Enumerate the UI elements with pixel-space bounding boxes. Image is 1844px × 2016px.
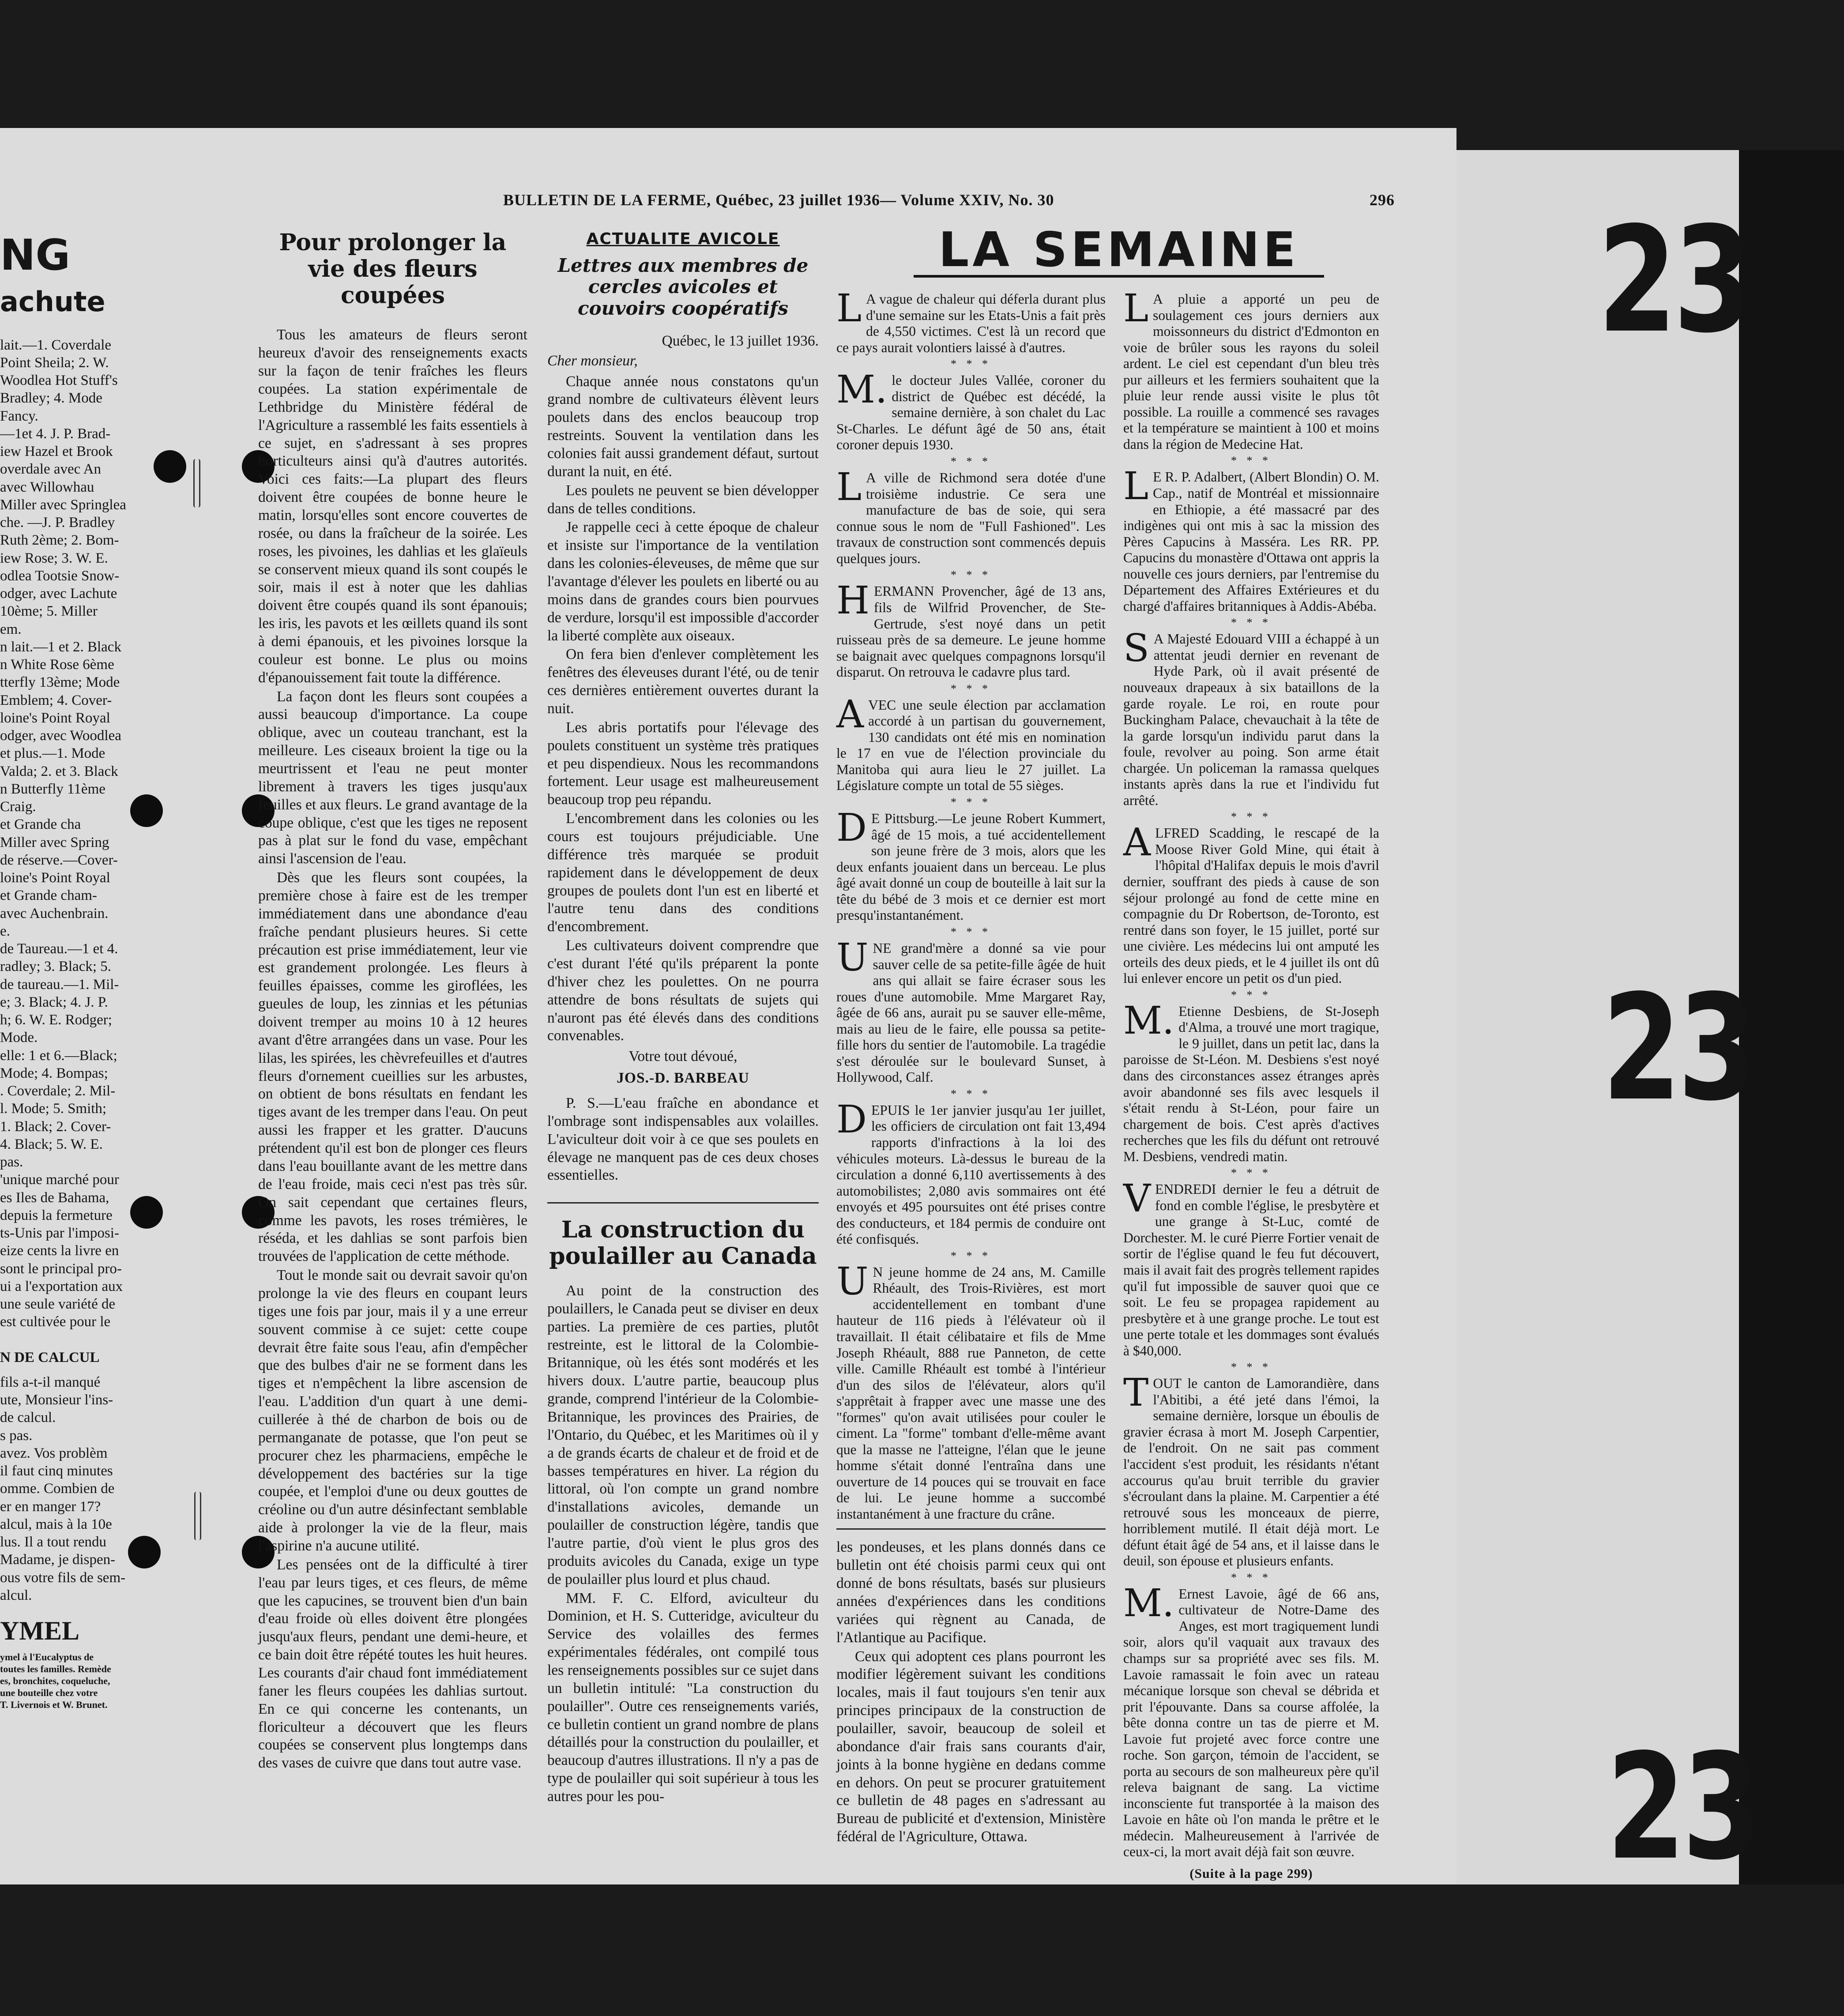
paragraph: L'encombrement dans les colonies ou les cours est toujours préjudiciable. Une différence très marquée se produit rapidement dans le développement de deux groupes de poulets dont l'un est en liberté et l'autre tenu dans des conditions d'encombrement.: [547, 810, 819, 935]
fragment-line: YMEL: [0, 1616, 79, 1646]
fragment-line: tterfly 13ème; Mode: [0, 674, 120, 691]
la-semaine-column-1: [836, 286, 1106, 1847]
fragment-line: radley; 3. Black; 5.: [0, 959, 112, 975]
fragment-line: s pas.: [0, 1427, 33, 1444]
article-avicole-dateline: Québec, le 13 juillet 1936.: [662, 332, 819, 349]
fragment-line: de Taureau.—1 et 4.: [0, 941, 118, 957]
fragment-line: Madame, je dispen-: [0, 1552, 116, 1568]
fragment-line: odger, avec Lachute: [0, 586, 117, 602]
fragment-line: lait.—1. Coverdale: [0, 337, 112, 353]
fragment-line: Point Sheila; 2. W.: [0, 354, 109, 371]
fragment-line: overdale avec An: [0, 461, 102, 478]
news-item-text: E Pittsburg.—Le jeune Robert Kummert, âgé de 15 mois, a tué accidentellement son jeune frère de 3 mois, alors que les deux enfants jouaient dans un berceau. Le plus âgé avait donné un coup de bouteille à lait sur la tête du bébé de 3 mois et ce dernier est mort presqu'instantanément.: [836, 811, 1106, 923]
fragment-line: lus. Il a tout rendu: [0, 1534, 107, 1550]
la-semaine-column-2: [1123, 286, 1379, 1882]
fragment-line: de réserve.—Cover-: [0, 852, 118, 868]
article-avicole-signature: JOS.-D. BARBEAU: [617, 1070, 749, 1087]
article-avicole-kicker: ACTUALITE AVICOLE: [586, 230, 780, 248]
separator-stars: * * *: [1231, 810, 1272, 824]
separator-stars: * * *: [951, 1249, 991, 1262]
paragraph: MM. F. C. Elford, aviculteur du Dominion, et H. S. Cutteridge, aviculteur du Service des volailles des fermes expérimentales fédérales, ont compilé tous les renseignements possibles sur ce sujet dans un bulletin intitulé: "La construction du poulailler". Outre ces renseignements variés, ce bulletin contient un grand nombre de plans détaillés pour la construction du poulailler, et beaucoup d'autres illustrations. Il n'y a pas de type de poulailler qui soit supérieur à tous les autres pour les pou-: [547, 1590, 819, 1805]
news-item-text: OUT le canton de Lamorandière, dans l'Abitibi, a été jeté dans l'émoi, la semaine dernière, lorsque un éboulis de gravier écrasa à mort M. Joseph Carpentier, de l'endroit. On ne sait pas comment l'accident s'est produit, les résidants n'étant accourus qu'au bruit terrible du gravier s'écroulant dans la plaine. M. Carpentier a été retrouvé sous les monceaux de pierre, horriblement mutilé. Il était déjà mort. Le défunt était âgé de 54 ans, et il laisse dans le deuil, son épouse et plusieurs enfants.: [1123, 1376, 1379, 1569]
article-poulailler-continued: [836, 1538, 1106, 1846]
news-item: [836, 465, 1106, 567]
separator-stars: * * *: [951, 925, 991, 938]
drop-cap: T: [1123, 1371, 1149, 1415]
page-number-large: 23: [1602, 963, 1754, 1133]
separator-stars: * * *: [1231, 616, 1272, 629]
news-item: [1123, 1581, 1379, 1860]
fragment-line: che. —J. P. Bradley: [0, 515, 115, 531]
drop-cap: M.: [1123, 1581, 1174, 1625]
separator-stars: * * *: [1231, 988, 1272, 1001]
fragment-line: de taureau.—1. Mil-: [0, 976, 119, 993]
news-item: [836, 692, 1106, 794]
header-page-number: 296: [1370, 191, 1395, 209]
fragment-line: iew Rose; 3. W. E.: [0, 550, 108, 566]
fragment-line: l. Mode; 5. Smith;: [0, 1101, 107, 1117]
separator-stars: * * *: [951, 357, 991, 371]
news-item: [1123, 998, 1379, 1165]
paragraph: Les pensées ont de la difficulté à tirer l'eau par leurs tiges, et ces fleurs, de même que les capucines, se trouvent bien d'un bain d'eau froide où elles doivent être plongées jusqu'aux fleurs, pendant une demi-heure, et ce bain doit être répété toutes les huit heures. Les courants d'air chaud font immédiatement faner les fleurs coupées les dahlias surtout. En ce qui concerne les contenants, un floriculteur a découvert que les fleurs coupées se conservent plus longtemps dans des vases de cuivre que dans tout autre vase.: [258, 1556, 527, 1772]
left-fragment-text: [0, 336, 146, 1711]
article-poulailler-body: [547, 1282, 819, 1806]
fragment-line: n Butterfly 11ème: [0, 781, 105, 797]
fragment-line: 10ème; 5. Miller: [0, 603, 98, 620]
paragraph: La façon dont les fleurs sont coupées a aussi beaucoup d'importance. La coupe oblique, avec un couteau tranchant, est la meilleure. Les ciseaux broient la tige ou la meurtrissent et l'eau ne peut monter librement à travers les tiges jusqu'aux feuilles et aux fleurs. Le grand avantage de la coupe oblique, c'est que les tiges ne reposent pas à plat sur le fond du vase, empêchant ainsi l'ascension de l'eau.: [258, 688, 527, 867]
fragment-line: une seule variété de: [0, 1296, 116, 1313]
fragment-line: odlea Tootsie Snow-: [0, 568, 120, 584]
fragment-line: h; 6. W. E. Rodger;: [0, 1012, 112, 1028]
news-item-text: A Majesté Edouard VIII a échappé à un attentat jeudi dernier en revenant de Hyde Park, où il avait présenté de nouveaux drapeaux à six bataillons de la garde royale. Le roi, en route pour Buckingham Palace, chevauchait à la tête de la garde lorsqu'un individu parut dans la foule, revolver au poing. Son arme était chargée. Un policeman la ramassa quelques instants après dans la rue et l'individu fut arrêté.: [1123, 631, 1379, 808]
fragment-line: N DE CALCUL: [0, 1349, 100, 1365]
news-item: [836, 1259, 1106, 1523]
news-item: [836, 286, 1106, 356]
fragment-line: loine's Point Royal: [0, 710, 110, 726]
drop-cap: H: [836, 579, 869, 623]
binder-hole: [154, 450, 186, 483]
fragment-line: 4. Black; 5. W. E.: [0, 1136, 103, 1152]
news-item-text: A vague de chaleur qui déferla durant plus d'une semaine sur les Etats-Unis a fait près de 4,550 victimes. C'est là un record que ce pays aurait volontiers laissé à d'autres.: [836, 291, 1106, 355]
fragment-line: 'unique marché pour: [0, 1172, 119, 1188]
news-item: [836, 368, 1106, 453]
article-fleurs-body: [258, 326, 527, 1772]
article-avicole-ps: P. S.—L'eau fraîche en abondance et l'ombrage sont indispensables aux volailles. L'aviculteur doit voir à ce que ses poulets en élevage ne manquent pas de ces deux choses essentielles.: [547, 1095, 819, 1184]
separator-stars: * * *: [951, 682, 991, 695]
separator-stars: * * *: [951, 795, 991, 809]
drop-cap: U: [836, 936, 869, 980]
fragment-line: Mode.: [0, 1030, 38, 1046]
fragment-line: toutes les familles. Remède: [0, 1663, 111, 1675]
news-item: [1123, 1177, 1379, 1359]
fragment-line: elle: 1 et 6.—Black;: [0, 1047, 117, 1064]
fragment-line: n lait.—1 et 2. Black: [0, 639, 121, 655]
fragment-line: Miller avec Spring: [0, 834, 109, 850]
fragment-line: avec Auchenbrain.: [0, 905, 109, 921]
la-semaine-items-1: [836, 286, 1106, 1522]
fragment-line: ute, Monsieur l'ins-: [0, 1392, 113, 1408]
fragment-line: . Coverdale; 2. Mil-: [0, 1083, 116, 1099]
news-item-text: A ville de Richmond sera dotée d'une troisième industrie. Ce sera une manufacture de bas de soie, qui sera connue sous le nom de "Full Fashioned". Les travaux de construction sont commencés depuis quelques jours.: [836, 470, 1106, 566]
fragment-line: e.: [0, 923, 10, 939]
header-bulletin: BULLETIN DE LA FERME, Québec, 23 juillet 1936— Volume XXIV, No. 30: [503, 191, 1054, 209]
article-avicole-body: [547, 373, 819, 1046]
news-item-text: ENDREDI dernier le feu a détruit de fond en comble l'église, le presbytère et une grange à St-Luc, comté de Dorchester. M. le curé Pierre Fortier venait de sortir de l'église quand le feu fut découvert, mais il avait fait des progrès tellement rapides qu'il fut impossible de sauver quoi que ce soit. Le feu se propagea rapidement au presbytère et à une grange proche. Le tout est une perte totale et les dommages sont évalués à $40,000.: [1123, 1181, 1379, 1358]
news-item: [836, 579, 1106, 680]
fragment-line: ui a l'exportation aux: [0, 1278, 123, 1294]
fragment-line: T. Livernois et W. Brunet.: [0, 1699, 108, 1710]
article-avicole-title: Lettres aux membres de cercles avicoles et couvoirs coopératifs: [557, 254, 809, 319]
paragraph: Ceux qui adoptent ces plans pourront les modifier légèrement suivant les conditions locales, mais il faut toujours s'en tenir aux principes principaux de la construction de poulailler, savoir, beaucoup de soleil et abondance d'air frais sans courants d'air, joints à la bonne hygiène en dedans comme en dehors. On peut se procurer gratuitement ce bulletin de 48 pages en s'adressant au Bureau de publicité et d'extension, Ministère fédéral de l'Agriculture, Ottawa.: [836, 1648, 1106, 1845]
fragment-line: e; 3. Black; 4. J. P.: [0, 994, 108, 1010]
news-item-text: Ernest Lavoie, âgé de 66 ans, cultivateur de Notre-Dame des Anges, est mort tragiquement lundi soir, alors qu'il vaquait aux travaux des champs sur sa propriété avec ses fils. M. Lavoie ramassait le foin avec un rateau mécanique lorsque son cheval se débrida et prit l'épouvante. Dans sa course affolée, la bête donna contre un tas de pierre et M. Lavoie fut projeté avec force contre une roche. Son garçon, témoin de l'accident, se porta au secours de son malheureux père qu'il releva baignant de sang. La victime inconsciente fut transportée à la maison des Lavoie en hâte où l'on manda le prêtre et le médecin. Malheureusement à l'arrivée de ceux-ci, la mort avait déjà fait son œuvre.: [1123, 1586, 1379, 1860]
staple-mark: [193, 459, 200, 508]
news-item: [1123, 820, 1379, 986]
fragment-line: er en manger 17?: [0, 1498, 101, 1515]
film-edge: [1739, 150, 1844, 1884]
drop-cap: D: [836, 1097, 867, 1142]
news-item-text: LFRED Scadding, le rescapé de la Moose River Gold Mine, qui était à l'hôpital d'Halifax depuis le mois d'avril dernier, souffrant des pieds à cause de son séjour prolongé au fond de cette mine en compagnie du Dr Robertson, de-Toronto, est rentré dans son foyer, le 15 juillet, porté sur une civière. Les médecins lui ont amputé les orteils des deux pieds, et le 4 juillet ils ont dû lui enlever encore un petit os d'un pied.: [1123, 825, 1379, 986]
drop-cap: U: [836, 1259, 869, 1304]
news-item-text: VEC une seule élection par acclamation accordé à un partisan du gouvernement, 130 candidats ont été mis en nomination le 17 en vue de l'élection provinciale du Manitoba qui aura lieu le 27 juillet. La Législature compte un total de 55 sièges.: [836, 697, 1106, 794]
la-semaine-title: LA SEMAINE: [914, 225, 1324, 278]
news-item-text: le docteur Jules Vallée, coroner du district de Québec est décédé, la semaine dernière, à son chalet du Lac St-Charles. Le défunt âgé de 50 ans, était coroner depuis 1930.: [836, 372, 1106, 453]
paragraph: On fera bien d'enlever complètement les fenêtres des éleveuses durant l'été, ou de tenir ces dernières entièrement ouvertes durant la nuit.: [547, 646, 819, 717]
drop-cap: V: [1123, 1177, 1151, 1221]
paragraph: les pondeuses, et les plans donnés dans ce bulletin ont été choisis parmi ceux qui ont donné de bons résultats, basés sur plusieurs années d'expériences dans les conditions variées qui règnent au Canada, de l'Atlantique au Pacifique.: [836, 1539, 1106, 1646]
fragment-line: avez. Vos problèm: [0, 1445, 108, 1461]
fragment-line: em.: [0, 621, 22, 637]
fragment-line: Ruth 2ème; 2. Bom-: [0, 532, 119, 549]
fragment-line: Bradley; 4. Mode: [0, 390, 102, 406]
fragment-line: omme. Combien de: [0, 1481, 115, 1497]
separator-stars: * * *: [1231, 1361, 1272, 1374]
fragment-line: pas.: [0, 1154, 23, 1170]
fragment-line: ts-Unis par l'imposi-: [0, 1225, 119, 1241]
fragment-line: Fancy.: [0, 408, 38, 424]
fragment-line: et Grande cham-: [0, 888, 97, 904]
fragment-line: —1et 4. J. P. Brad-: [0, 425, 111, 442]
page-header: [503, 191, 1395, 209]
drop-cap: M.: [1123, 998, 1174, 1043]
la-semaine-items-2: [1123, 286, 1379, 1860]
fragment-line: une bouteille chez votre: [0, 1687, 98, 1698]
fragment-line: n White Rose 6ème: [0, 657, 114, 673]
fragment-line: de calcul.: [0, 1410, 56, 1426]
news-item: [836, 1097, 1106, 1248]
separator-stars: * * *: [951, 455, 991, 468]
news-item: [1123, 286, 1379, 452]
paragraph: Dès que les fleurs sont coupées, la première chose à faire est de les tremper immédiatement dans une abondance d'eau fraîche pendant plusieurs heures. Si cette précaution est prise immédiatement, leur vie est grandement prolongée. Les fleurs à feuilles épaisses, comme les giroflées, les gueules de loup, les zinnias et les pétunias doivent tremper au moins 10 à 12 heures avant d'être arrangées dans un vase. Pour les lilas, les spirées, les chèvrefeuilles et d'autres fleurs d'ornement cueillies sur les arbustes, on obtient de bons résultats en fendant les tiges avant de les tremper dans l'eau. On peut aussi les frapper et les gratter. D'aucuns prétendent qu'il est bon de plonger ces fleurs dans l'eau bouillante avant de les mettre dans de l'eau froide, mais ceci n'est pas très sûr. On sait cependant que certaines fleurs, comme les pavots, les roses trémières, le réséda, et les dahlias se sont parfois bien trouvées de l'application de cette méthode.: [258, 869, 527, 1265]
news-item-text: E R. P. Adalbert, (Albert Blondin) O. M. Cap., natif de Montréal et missionnaire en Ethiopie, a été massacré par des indigènes qui ont mis à sac la mission des Pères Capucins à Masséra. Les RR. PP. Capucins du monastère d'Ottawa ont appris la nouvelle ces jours derniers, par l'entremise du Département des Affaires Extérieures et du chargé d'affaires britanniques à Addis-Abéba.: [1123, 469, 1379, 614]
news-item-text: ERMANN Provencher, âgé de 13 ans, fils de Wilfrid Provencher, de Ste-Gertrude, s'est noyé dans un petit ruisseau près de sa demeure. Le jeune homme se baignait avec quelques compagnons lorsqu'il disparut. On retrouva le cadavre plus tard.: [836, 583, 1106, 680]
news-item: [1123, 626, 1379, 809]
paragraph: Les abris portatifs pour l'élevage des poulets constituent un système très pratiques et peu dispendieux. Nous les recommandons fortement. Leur usage est malheureusement beaucoup trop peu répandu.: [547, 719, 819, 808]
paragraph: Les cultivateurs doivent comprendre que c'est durant l'été qu'ils préparent la ponte d'hiver chez les poulettes. On ne pourra attendre de bons résultats de sujets qui n'auront pas été élevés dans des conditions convenables.: [547, 937, 819, 1044]
fragment-line: alcul, mais à la 10e: [0, 1516, 112, 1532]
fragment-line: ymel à l'Eucalyptus de: [0, 1651, 94, 1663]
column-divider: [836, 1528, 1106, 1530]
staple-mark: [194, 1492, 201, 1540]
left-subtitle-fragment: achute: [0, 286, 105, 318]
page-number-large: 23: [1607, 1723, 1758, 1892]
separator-stars: * * *: [951, 1087, 991, 1100]
drop-cap: L: [836, 465, 862, 510]
news-item: [1123, 464, 1379, 614]
fragment-line: Craig.: [0, 799, 36, 815]
news-item-text: NE grand'mère a donné sa vie pour sauver celle de sa petite-fille âgée de huit ans qui allait se faire écraser sous les roues d'une automobile. Mme Margaret Ray, âgée de 66 ans, aurait pu se sauver elle-même, mais au lieu de le faire, elle poussa sa petite-fille hors du sentier de l'automobile. La tragédie s'est déroulée sur le boulevard Sunset, à Hollywood, Calf.: [836, 940, 1106, 1085]
fragment-line: Mode; 4. Bompas;: [0, 1065, 108, 1081]
fragment-line: Valda; 2. et 3. Black: [0, 763, 118, 779]
fragment-line: Emblem; 4. Cover-: [0, 692, 112, 708]
paragraph: Les poulets ne peuvent se bien développer dans de telles conditions.: [547, 482, 819, 517]
separator-stars: * * *: [1231, 1571, 1272, 1584]
separator-stars: * * *: [1231, 1166, 1272, 1180]
fragment-line: sont le principal pro-: [0, 1260, 122, 1277]
drop-cap: L: [1123, 286, 1149, 331]
la-semaine-continued-note: (Suite à la page 299): [1189, 1866, 1313, 1881]
fragment-line: avec Willowhau: [0, 479, 94, 495]
separator-stars: * * *: [951, 568, 991, 582]
news-item-text: EPUIS le 1er janvier jusqu'au 1er juillet, les officiers de circulation ont fait 13,494 rapports d'infractions à la loi des véhicules moteurs. Là-dessus le bureau de la circulation a donné 6,110 avertissements à des automobilistes; 2,080 avis sommaires ont été envoyés et 495 poursuites ont été prises contre des conducteurs, et 184 permis de conduire ont été confisqués.: [836, 1102, 1106, 1247]
drop-cap: M.: [836, 368, 888, 412]
news-item: [1123, 1371, 1379, 1569]
article-avicole-closing: Votre tout dévoué,: [628, 1048, 738, 1065]
fragment-line: Woodlea Hot Stuff's: [0, 372, 118, 389]
news-item-text: N jeune homme de 24 ans, M. Camille Rhéault, des Trois-Rivières, est mort accidentellement en tombant d'une hauteur de 116 pieds à l'élévateur où il travaillait. Il était célibataire et fils de Mme Joseph Rhéault, 888 rue Panneton, de cette ville. Camille Rhéault est tombé à l'intérieur d'un des silos de l'élévateur, alors qu'il s'apprêtait à frapper avec une masse une des "formes" qu'on avait utilisées pour couler le ciment. La "forme" tombant d'elle-même avant que la masse ne l'atteigne, l'élan que le jeune homme s'était donné l'entraîna dans une ouverture de 14 pouces qui se trouvait en face de lui. Le jeune homme a succombé instantanément à une fracture du crâne.: [836, 1264, 1106, 1522]
drop-cap: D: [836, 806, 867, 850]
news-item-text: A pluie a apporté un peu de soulagement ces jours derniers aux moissonneurs du district d'Edmonton en voie de brûler sous les rayons du soleil ardent. Le ciel est cependant d'un bleu très pur ailleurs et les fermiers souhaitent que la pluie leur rende aussi visite le plus tôt possible. La rouille a commencé ses ravages et la température se maintient à 100 et moins dans la région de Medecine Hat.: [1123, 291, 1379, 452]
fragment-line: Miller avec Springlea: [0, 496, 126, 513]
news-item: [836, 936, 1106, 1086]
article-poulailler-title: La construction du poulailler au Canada: [547, 1202, 819, 1270]
fragment-line: et Grande cha: [0, 816, 81, 833]
fragment-line: fils a-t-il manqué: [0, 1374, 101, 1390]
fragment-line: es, bronchites, coqueluche,: [0, 1675, 110, 1686]
article-fleurs-title: Pour prolonger la vie des fleurs coupées: [279, 229, 507, 309]
left-title-fragment: NG: [0, 230, 71, 280]
fragment-line: il faut cinq minutes: [0, 1463, 113, 1479]
fragment-line: depuis la fermeture: [0, 1207, 113, 1223]
fragment-line: est cultivée pour le: [0, 1314, 111, 1330]
paragraph: Chaque année nous constatons qu'un grand nombre de cultivateurs élèvent leurs poulets dans des enclos beaucoup trop restreints. Souvent la ventilation dans les colonies fait aussi grandement défaut, surtout durant la nuit, en été.: [547, 373, 819, 480]
paragraph: Tout le monde sait ou devrait savoir qu'on prolonge la vie des fleurs en coupant leurs tiges une fois par jour, mais il y a une erreur souvent commise à ce sujet: cette coupe devrait être faite sous l'eau, afin d'empêcher que des bulbes d'air ne se forment dans les tiges et n'empêchent la libre ascension de l'eau. L'addition d'un quart à une demi-cuillerée à thé de charbon de bois ou de permanganate de potasse, que l'on peut se procurer chez les pharmaciens, empêche le développement des bactéries sur la tige coupée, et l'emploi d'une ou deux gouttes de créoline ou d'un autre désinfectant semblable aide à prolonger la vie de la fleur, mais l'aspirine n'a aucune utilité.: [258, 1267, 527, 1554]
fragment-line: eize cents la livre en: [0, 1243, 119, 1259]
fragment-line: et plus.—1. Mode: [0, 745, 105, 762]
drop-cap: S: [1123, 626, 1149, 671]
fragment-line: iew Hazel et Brook: [0, 444, 113, 460]
fragment-line: loine's Point Royal: [0, 870, 110, 886]
fragment-line: alcul.: [0, 1587, 32, 1603]
article-avicole: [547, 229, 819, 1807]
separator-stars: * * *: [1231, 454, 1272, 467]
paragraph: Au point de la construction des poulaillers, le Canada peut se diviser en deux parties. La première de ces parties, plutôt restreinte, est le littoral de la Colombie-Britannique, où les étés sont modérés et les hivers doux. L'autre partie, beaucoup plus grande, comprend l'intérieur de la Colombie-Britannique, les provinces des Prairies, de l'Ontario, du Québec, et les Maritimes où il y a de grands écarts de chaleur et de froid et de basses températures en hiver. La région du littoral, où l'on compte un grand nombre d'installations avicoles, demande un poulailler de construction légère, tandis que l'autre partie, d'où vient le plus gros des produits avicoles du Canada, exige un type de poulailler plus lourd et plus chaud.: [547, 1282, 819, 1587]
drop-cap: A: [836, 692, 864, 737]
paragraph: Tous les amateurs de fleurs seront heureux d'avoir des renseignements exacts sur la façon de tenir fraîches les fleurs coupées. La station expérimentale de Lethbridge du Ministère fédéral de l'Agriculture a rassemblé les faits essentiels à ce sujet, en s'adressant à ses propres horticulteurs ainsi qu'à d'autres autorités. Voici ces faits:—La plupart des fleurs doivent être coupées de bonne heure le matin, lorsqu'elles sont encore couvertes de rosée, ou dans la fraîcheur de la soirée. Les roses, les pivoines, les dahlias et les glaïeuls se conservent mieux quand ils sont coupés le soir, mais il est à noter que les dahlias doivent être coupés quand ils sont épanouis; les iris, les pavots et les œillets quand ils sont à demi épanouis, et les pivoines lorsque la couleur est bonne. Le plus ou moins d'épanouissement fait toute la différence.: [258, 327, 527, 686]
article-avicole-salutation: Cher monsieur,: [547, 352, 638, 369]
news-item: [836, 806, 1106, 924]
drop-cap: L: [1123, 464, 1149, 509]
fragment-line: odger, avec Woodlea: [0, 728, 121, 744]
drop-cap: L: [836, 286, 862, 331]
article-fleurs: [258, 229, 527, 1773]
page-number-large: 23: [1598, 196, 1749, 365]
news-item-text: Etienne Desbiens, de St-Joseph d'Alma, a trouvé une mort tragique, le 9 juillet, dans un petit lac, dans la paroisse de St-Léon. M. Desbiens s'est noyé dans des circonstances assez étranges après avoir abandonné ses fils avec lesquels il s'était rendu à St-Léon, pour faire un chargement de bois. C'est après d'actives recherches que les fils du défunt ont retrouvé M. Desbiens, vendredi matin.: [1123, 1003, 1379, 1164]
fragment-line: ous votre fils de sem-: [0, 1569, 126, 1586]
drop-cap: A: [1123, 820, 1151, 865]
left-fragment-column: [0, 230, 146, 1711]
fragment-line: 1. Black; 2. Cover-: [0, 1118, 111, 1135]
paragraph: Je rappelle ceci à cette époque de chaleur et insiste sur l'importance de la ventilation dans les colonies-éleveuses, de même que sur l'avantage d'élever les poulets en liberté ou au moins dans de grandes cours bien pourvues de verdure, lorsqu'il est impossible d'accorder la liberté complète aux oiseaux.: [547, 519, 819, 644]
fragment-line: es Iles de Bahama,: [0, 1189, 109, 1206]
